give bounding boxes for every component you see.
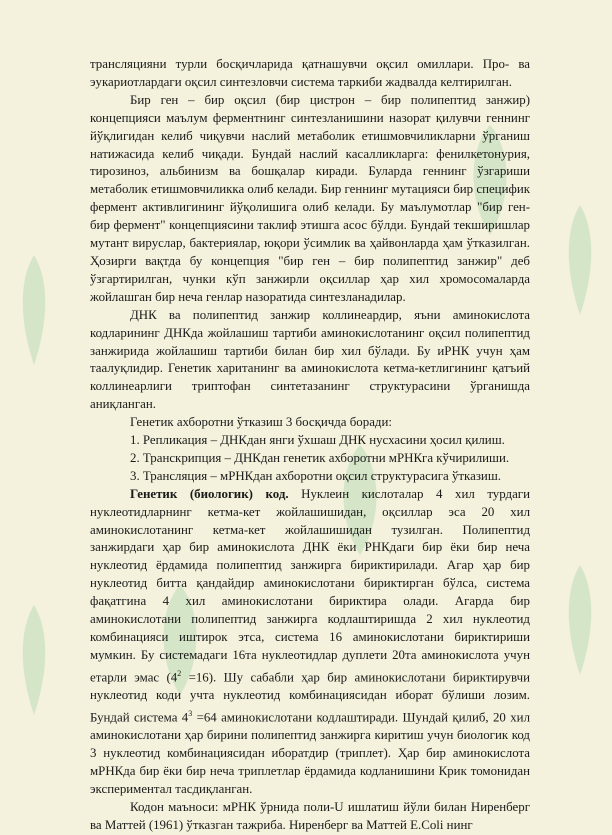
paragraph-colinearity: ДНК ва полипептид занжир коллинеардир, яъни аминокислота кодларининг ДНКда жойлашиш тартиби аминокислотанинг оқсил полипептид занжирида жойлашиш тартиби билан бир хил бўлади. Бу иРНК учун ҳам таалуқлидир. Генетик хаританинг ва аминокислота кетма-кетлигининг қатъий коллинеарлиги триптофан синтетазанинг структурасини ўрганишда аниқланган. [90, 307, 530, 412]
genetic-code-text-c: =64 аминокислотани кодлаштиради. Шундай қилиб, 20 хил аминокислотани ҳар бирини полипептид занжирга киритиш учун биологик код 3 нуклеотид комбинациясидан иборатдир (триплет). Ҳар бир аминокислота мРНКда бир ёки бир неча триплетлар ёрдамида кодланишини Крик томонидан экспериментал тасдиқланган. [90, 710, 531, 796]
genetic-code-heading: Генетик (биологик) код. [130, 486, 289, 501]
genetic-code-text-b: =16). Шу сабабли ҳар бир аминокислотани бириктирувчи нуклеотид коди учта нуклеотид комбинациясидан иборат бўлиши лозим. Бундай система 4 [90, 670, 530, 725]
genetic-code-text-a: Нуклеин кислоталар 4 хил турдаги нуклеотидларнинг кетма-кет жойлашишидан, оқсиллар эса 20 хил аминокислотанинг кетма-кет жойлашишидан тузилган. Полипептид занжирдаги ҳар бир аминокислота ДНК ёки РНКдаги бир ёки бир неча нуклеотид ёрдамида полипептид занжирга бириктирилади. Агар ҳар бир нуклеотид битта қандайдир аминокислотани бириктирган бўлса, система фақатгина 4 хил аминокислотани бириктира олади. Агарда бир аминокислотани полипептид занжирга кодлаштиришда 2 хил нуклеотид комбинацияси иштирок этса, система 16 аминокислотани бириктириши мумкин. Бу системадаги 16та нуклеотидлар дуплети 20та аминокислота учун етарли эмас (4 [90, 486, 530, 685]
leaf-watermark-icon [560, 560, 600, 680]
paragraph-one-gene-one-protein: Бир ген – бир оқсил (бир цистрон – бир полипептид занжир) концепцияси маълум ферментнинг синтезланишини назорат қилувчи геннинг йўқлигидан келиб чиқувчи наслий метаболик етишмовчиликларни ўрганиш натижасида келиб чиқади. Бундай наслий касалликларга: фенилкетонурия, тирозиноз, альбинизм ва бошқалар киради. Буларда геннинг ўзгариши метаболик етишмовчиликка олиб келади. Бир геннинг мутацияси бир специфик фермент активлигининг йўқолишига олиб келади. Бу маълумотлар "бир ген-бир фермент" концепциясини таклиф этишга асос бўлди. Бундай текширишлар мутант вируслар, бактериялар, юқори ўсимлик ва ҳайвонларда ҳам ўтказилган. Ҳозирги вақтда бу концепция "бир ген – бир полипептид занжир" деб ўзгартирилган, чунки кўп занжирли оқсиллар ҳар хил хромосомаларда жойлашган бир неча генлар назоратида синтезланадилар. [90, 92, 530, 304]
body-text [90, 56, 530, 835]
leaf-watermark-icon [14, 250, 54, 370]
paragraph-translation-factors: трансляцияни турли босқичларида қатнашувчи оқсил омиллари. Про- ва эукариотлардаги оқсил синтезловчи система таркиби жадвалда келтирилган. [90, 57, 530, 89]
list-item-transcription: 2. Транскрипция – ДНКдан генетик ахборотни мРНКга кўчирилиши. [130, 450, 510, 465]
exponent-3: 3 [188, 708, 193, 718]
paragraph-codon-meaning: Кодон маъноси: мРНК ўрнида поли-U ишлатиш йўли билан Ниренберг ва Маттей (1961) ўтказган тажриба. Ниренберг ва Маттей E.Coli нинг [90, 799, 530, 832]
leaf-watermark-icon [14, 600, 54, 720]
paragraph-genetic-code [90, 486, 530, 799]
list-item-replication: 1. Репликация – ДНКдан янги ўхшаш ДНК нусхасини ҳосил қилиш. [130, 433, 505, 448]
list-item-translation: 3. Трансляция – мРНКдан ахборотни оқсил структурасига ўтказиш. [130, 468, 501, 483]
leaf-watermark-icon [560, 200, 600, 320]
exponent-2: 2 [177, 668, 182, 678]
paragraph-info-transfer-intro: Генетик ахборотни ўтказиш 3 босқичда боради: [130, 415, 392, 430]
